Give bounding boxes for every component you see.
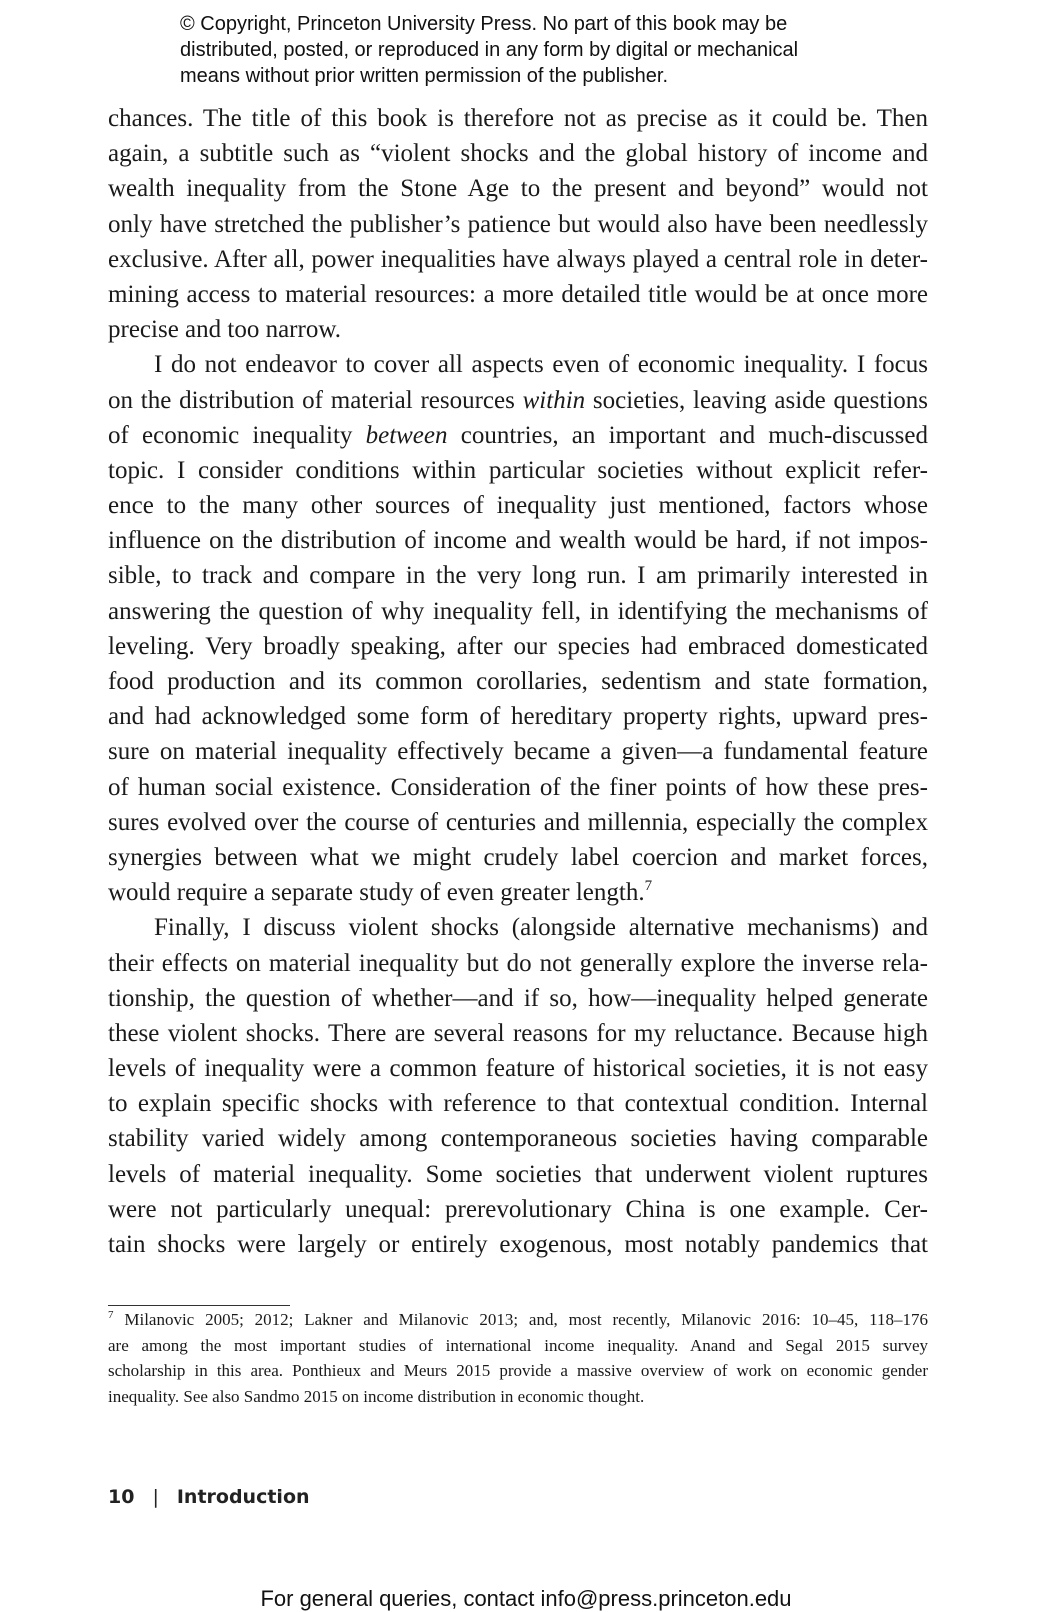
copyright-line: © Copyright, Princeton University Press. No part of this book may be [180,13,788,35]
text-line: levels of material inequality. Some societies that underwent violent ruptures [108,1160,928,1188]
footnote-line: scholarship in this area. Ponthieux and Meurs 2015 provide a massive overview of work on economic gender [108,1361,928,1380]
text-line: these violent shocks. There are several reasons for my reluctance. Because high [108,1019,928,1047]
text-line: stability varied widely among contemporaneous societies having comparable [108,1125,928,1153]
running-footer [108,1486,310,1508]
text-line: precise and too narrow. [108,316,342,344]
text-line [108,418,928,453]
copyright-line: means without prior written permission of the publisher. [180,65,669,87]
text-line: to explain specific shocks with reference to that contextual condition. Internal [108,1090,928,1118]
text-line: leveling. Very broadly speaking, after our species had embraced domesticated [108,632,928,660]
footnote-line: are among the most important studies of international income inequality. Anand and Segal 2015 survey [108,1335,928,1355]
text-line: synergies between what we might crudely label coercion and market forces, [108,843,928,871]
text-line: sible, to track and compare in the very long run. I am primarily interested in [108,562,928,590]
text-fragment: would require a separate study of even greater length. [108,879,645,907]
text-line: influence on the distribution of income and wealth would be hard, if not impos- [108,527,928,555]
text-fragment: of economic inequality [108,421,366,449]
text-line: mining access to material resources: a more detailed title would be at once more [108,280,928,308]
text-line: and had acknowledged some form of hereditary property rights, upward pres- [108,703,928,731]
page-number: 10 [108,1486,135,1508]
text-line [108,875,928,910]
emphasis-between: between [365,421,448,449]
text-line: food production and its common corollaries, sedentism and state formation, [108,668,928,695]
text-line: tionship, the question of whether—and if so, how—inequality helped generate [108,984,928,1012]
emphasis-within: within [522,386,586,414]
footnote-mark: 7 [108,1309,114,1321]
text-line: were not particularly unequal: prerevolutionary China is one example. Cer- [108,1195,928,1223]
text-line: chances. The title of this book is therefore not as precise as it could be. Then [108,105,928,132]
footnote-block [108,1307,928,1409]
text-fragment: Milanovic 2005; 2012; Lakner and Milanovic 2013; and, most recently, Milanovic 2016: 10–45, 118–176 [113,1310,928,1329]
text-line: again, a subtitle such as “violent shocks and the global history of income and [108,140,928,168]
section-title: Introduction [176,1486,310,1508]
text-line: tain shocks were largely or entirely exogenous, most notably pandemics that [108,1231,928,1258]
text-fragment: societies, leaving aside questions [585,386,928,414]
copyright-notice [180,11,940,89]
contact-notice [0,1586,1050,1612]
contact-text: For general queries, contact info@press.princeton.edu [260,1586,792,1611]
copyright-line: distributed, posted, or reproduced in any form by digital or mechanical [180,39,799,61]
text-line: exclusive. After all, power inequalities have always played a central role in deter- [108,245,928,273]
main-text [108,101,928,1262]
text-line: ence to the many other sources of inequality just mentioned, factors whose [108,492,928,520]
text-line: Finally, I discuss violent shocks (alongside alternative mechanisms) and [154,914,928,942]
text-fragment: countries, an important and much-discussed [447,421,928,449]
footnote-line: inequality. See also Sandmo 2015 on income distribution in economic thought. [108,1386,645,1406]
text-fragment: on the distribution of material resources [108,386,523,414]
footnote-divider [108,1305,290,1306]
text-line: I do not endeavor to cover all aspects even of economic inequality. I focus [154,351,928,379]
footnote-line [108,1307,928,1333]
text-line: wealth inequality from the Stone Age to the present and beyond” would not [108,175,928,203]
text-line: of human social existence. Consideration of the finer points of how these pres- [108,773,928,801]
text-line: levels of inequality were a common feature of historical societies, it is not easy [108,1055,928,1083]
text-line: answering the question of why inequality fell, in identifying the mechanisms of [108,597,928,625]
text-line: only have stretched the publisher’s patience but would also have been needlessly [108,210,928,238]
footnote-reference[interactable]: 7 [644,878,653,895]
text-line: topic. I consider conditions within particular societies without explicit refer- [108,456,928,484]
text-line: their effects on material inequality but do not generally explore the inverse rela- [108,949,928,977]
text-line: sure on material inequality effectively became a given—a fundamental feature [108,738,928,766]
text-line: sures evolved over the course of centuries and millennia, especially the complex [108,808,928,836]
footer-separator: | [152,1486,159,1508]
text-line [108,383,928,418]
